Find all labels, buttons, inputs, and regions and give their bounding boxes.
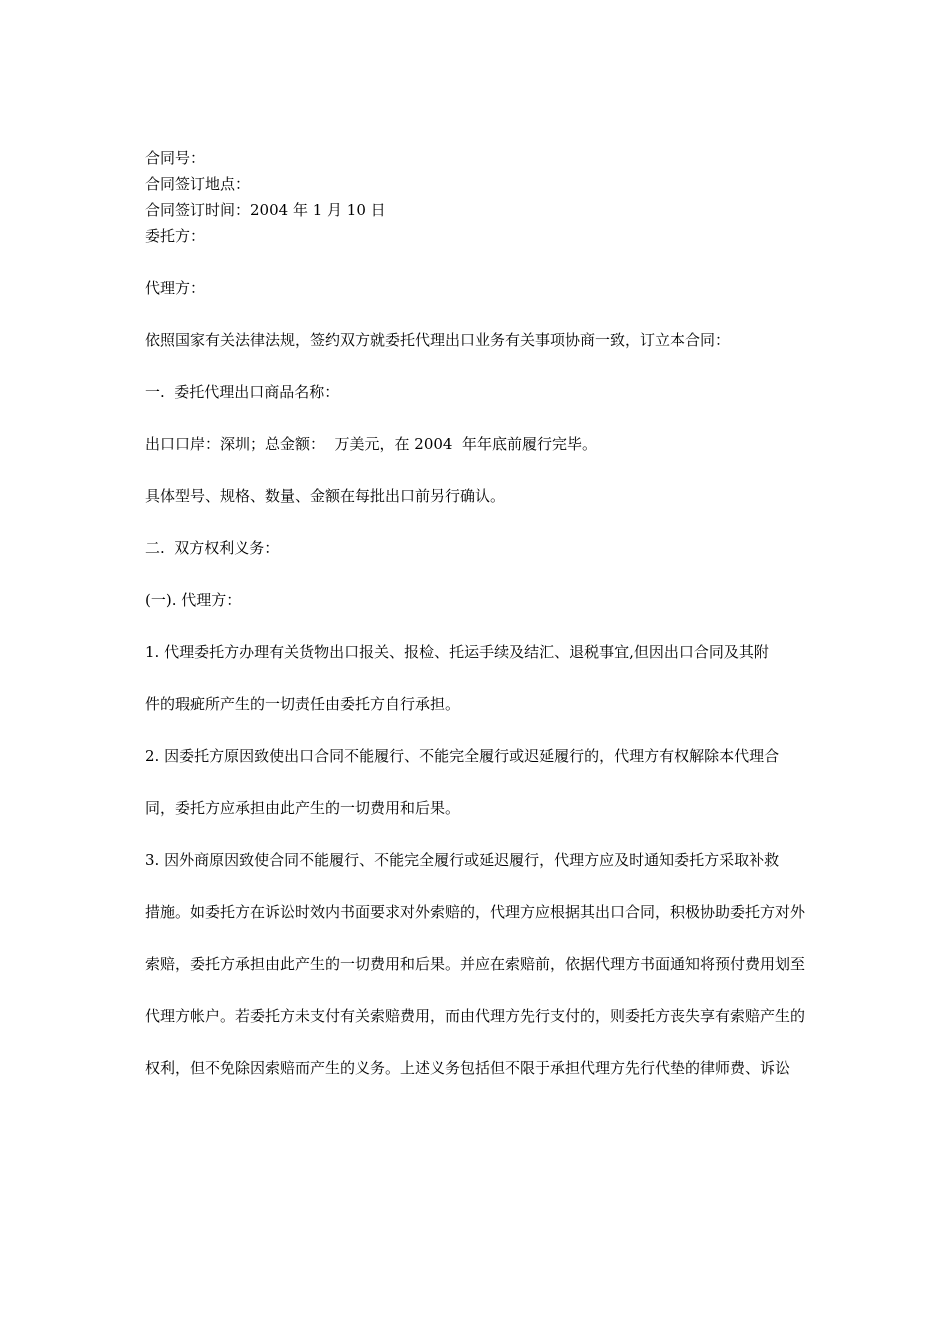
spacer — [145, 925, 815, 951]
contract-document — [145, 145, 815, 1081]
clause-2-part-b: 同，委托方应承担由此产生的一切费用和后果。 — [145, 799, 461, 817]
spacer — [145, 821, 815, 847]
spacer — [145, 301, 815, 327]
spacer — [145, 1029, 815, 1055]
spacer — [145, 977, 815, 1003]
spacer — [145, 405, 815, 431]
clause-3-part-b: 措施。如委托方在诉讼时效内书面要求对外索赔的，代理方应根据其出口合同，积极协助委托方对外 — [145, 903, 806, 921]
spacer — [145, 873, 815, 899]
clause-3-part-d: 代理方帐户。若委托方未支付有关索赔费用，而由代理方先行支付的，则委托方丧失享有索赔产生的 — [145, 1007, 806, 1025]
clause-2-part-a: 2. 因委托方原因致使出口合同不能履行、不能完全履行或迟延履行的，代理方有权解除本代理合 — [145, 747, 780, 765]
signing-time-label: 合同签订时间：2004 年 1 月 10 日 — [145, 201, 386, 219]
port-amount-paragraph: 出口口岸：深圳；总金额： 万美元，在 2004 年年底前履行完毕。 — [145, 435, 598, 453]
contract-number-label: 合同号： — [145, 149, 206, 167]
intro-paragraph: 依照国家有关法律法规，签约双方就委托代理出口业务有关事项协商一致，订立本合同： — [145, 331, 731, 349]
subsection-1-title: (一). 代理方： — [145, 591, 242, 609]
spacer — [145, 717, 815, 743]
spacer — [145, 561, 815, 587]
clause-3-part-c: 索赔，委托方承担由此产生的一切费用和后果。并应在索赔前，依据代理方书面通知将预付费用划至 — [145, 955, 806, 973]
agent-label: 代理方： — [145, 279, 206, 297]
spacer — [145, 769, 815, 795]
signing-place-label: 合同签订地点： — [145, 175, 251, 193]
spacer — [145, 249, 815, 275]
clause-1-part-b: 件的瑕疵所产生的一切责任由委托方自行承担。 — [145, 695, 461, 713]
spec-note-paragraph: 具体型号、规格、数量、金额在每批出口前另行确认。 — [145, 487, 506, 505]
spacer — [145, 457, 815, 483]
section-2-title: 二. 双方权利义务： — [145, 539, 280, 557]
spacer — [145, 665, 815, 691]
clause-3-part-a: 3. 因外商原因致使合同不能履行、不能完全履行或延迟履行，代理方应及时通知委托方采取补救 — [145, 851, 780, 869]
spacer — [145, 613, 815, 639]
principal-label: 委托方： — [145, 227, 206, 245]
spacer — [145, 509, 815, 535]
clause-1-part-a: 1. 代理委托方办理有关货物出口报关、报检、托运手续及结汇、退税事宜,但因出口合同及其附 — [145, 643, 769, 661]
spacer — [145, 353, 815, 379]
clause-3-part-e: 权利，但不免除因索赔而产生的义务。上述义务包括但不限于承担代理方先行代垫的律师费、诉讼 — [145, 1059, 791, 1077]
section-1-title: 一. 委托代理出口商品名称： — [145, 383, 340, 401]
